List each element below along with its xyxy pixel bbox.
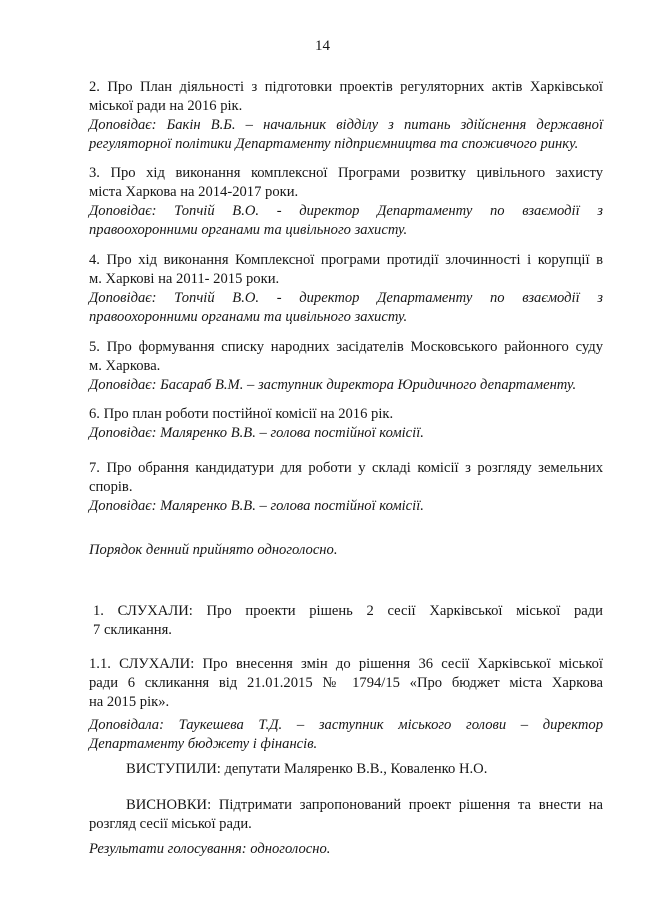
agenda-item-title: 3. Про хід виконання комплексної Програми розвитку цивільного захисту [89, 165, 603, 181]
agenda-item-speaker: Доповідає: Маляренко В.В. – голова постійної комісії. [89, 498, 424, 514]
agenda-item-title: 6. Про план роботи постійної комісії на 2016 рік. [89, 406, 394, 422]
hearing-1-1 [89, 655, 603, 712]
hearing-text: 1.1. СЛУХАЛИ: Про внесення змін до рішення 36 сесії Харківської міської [89, 656, 603, 672]
agenda-item-title: 7. Про обрання кандидатури для роботи у складі комісії з розгляду земельних [89, 460, 603, 476]
hearing-text: на 2015 рік». [89, 694, 170, 710]
agenda-item-6 [89, 405, 603, 443]
agenda-item-speaker: регуляторної політики Департаменту підприємництва та споживчого ринку. [89, 136, 579, 152]
hearing-text: 1. СЛУХАЛИ: Про проекти рішень 2 сесії Харківської міської ради [93, 603, 603, 619]
agenda-item-7 [89, 459, 603, 516]
voting-result: Результати голосування: одноголосно. [89, 841, 331, 857]
agenda-item-title: 4. Про хід виконання Комплексної програми протидії злочинності і корупції в [89, 252, 603, 268]
agenda-item-2 [89, 78, 603, 154]
agenda-item-speaker: Доповідає: Топчій В.О. - директор Департаменту по взаємодії з [89, 203, 603, 219]
agenda-item-4 [89, 251, 603, 327]
spoke-section [89, 760, 603, 779]
agenda-item-title: спорів. [89, 479, 133, 495]
agenda-item-speaker: Доповідає: Бакін В.Б. – начальник відділу з питань здійснення державної [89, 117, 603, 133]
conclusions-text: ВИСНОВКИ: Підтримати запропонований проект рішення та внести на [126, 797, 603, 813]
speaker-text: Департаменту бюджету і фінансів. [89, 736, 318, 752]
agenda-item-title: м. Харкові на 2011- 2015 роки. [89, 271, 280, 287]
hearing-text: 7 скликання. [93, 622, 172, 638]
agenda-item-5 [89, 338, 603, 395]
agenda-item-speaker: Доповідає: Маляренко В.В. – голова постійної комісії. [89, 425, 424, 441]
agenda-item-3 [89, 164, 603, 240]
agenda-item-title: м. Харкова. [89, 358, 161, 374]
agenda-item-speaker: правоохоронними органами та цивільного захисту. [89, 309, 408, 325]
page-number: 14 [315, 38, 330, 54]
agenda-item-speaker: Доповідає: Топчій В.О. - директор Департаменту по взаємодії з [89, 290, 603, 306]
conclusions-text: розгляд сесії міської ради. [89, 816, 252, 832]
hearing-1-1-speaker [89, 716, 603, 754]
conclusions-section [89, 796, 603, 834]
hearing-text: ради 6 скликання від 21.01.2015 № 1794/15 «Про бюджет міста Харкова [89, 675, 603, 691]
hearing-1 [93, 602, 603, 640]
agenda-item-title: міської ради на 2016 рік. [89, 98, 243, 114]
agenda-adopted-note: Порядок денний прийнято одноголосно. [89, 542, 338, 558]
agenda-item-title: 5. Про формування списку народних засідателів Московського районного суду [89, 339, 603, 355]
agenda-item-speaker: правоохоронними органами та цивільного захисту. [89, 222, 408, 238]
agenda-item-speaker: Доповідає: Басараб В.М. – заступник директора Юридичного департаменту. [89, 377, 577, 393]
spoke-text: ВИСТУПИЛИ: депутати Маляренко В.В., Коваленко Н.О. [126, 761, 488, 777]
speaker-text: Доповідала: Таукешева Т.Д. – заступник міського голови – директор [89, 717, 603, 733]
agenda-item-title: 2. Про План діяльності з підготовки проектів регуляторних актів Харківської [89, 79, 603, 95]
agenda-item-title: міста Харкова на 2014-2017 роки. [89, 184, 299, 200]
